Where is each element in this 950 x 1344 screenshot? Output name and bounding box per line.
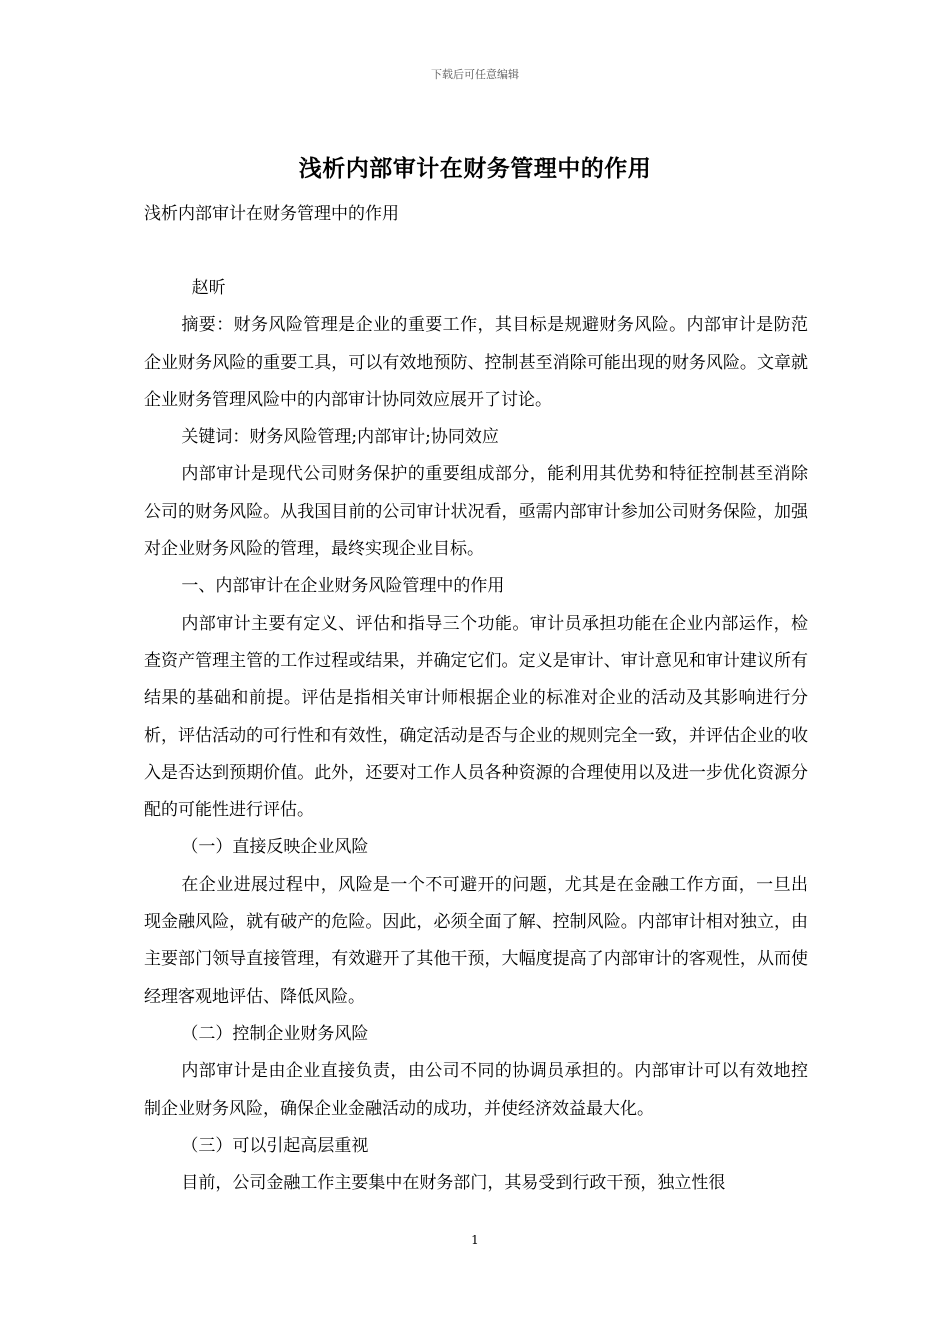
author-name: 赵昕 (191, 278, 226, 298)
subsection-heading: （二）控制企业财务风险 (181, 1023, 369, 1044)
abstract-paragraph: 摘要：财务风险管理是企业的重要工作，其目标是规避财务风险。内部审计是防范企业财务风险的重要工具，可以有效地预防、控制甚至消除可能出现的财务风险。文章就企业财务管理风险中的内部审计协同效应展开了讨论。 (144, 315, 808, 410)
body-paragraph: 内部审计是由企业直接负责，由公司不同的协调员承担的。内部审计可以有效地控制企业财务风险，确保企业金融活动的成功，并使经济效益最大化。 (144, 1061, 808, 1119)
blank-line (144, 233, 808, 270)
body-paragraph: 目前，公司金融工作主要集中在财务部门，其易受到行政干预，独立性很 (181, 1173, 726, 1194)
page-number: 1 (471, 1233, 479, 1247)
subsection-heading: （一）直接反映企业风险 (181, 837, 369, 858)
document-body (144, 196, 808, 1202)
body-paragraph: 内部审计是现代公司财务保护的重要组成部分，能利用其优势和特征控制甚至消除公司的财务风险。从我国目前的公司审计状况看，亟需内部审计参加公司财务保险，加强对企业财务风险的管理，最终实现企业目标。 (144, 464, 808, 560)
body-paragraph: 内部审计主要有定义、评估和指导三个功能。审计员承担功能在企业内部运作，检查资产管理主管的工作过程或结果，并确定它们。定义是审计、审计意见和审计建议所有结果的基础和前提。评估是指相关审计师根据企业的标准对企业的活动及其影响进行分析，评估活动的可行性和有效性，确定活动是否与企业的规则完全一致，并评估企业的收入是否达到预期价值。此外，还要对工作人员各种资源的合理使用以及进一步优化资源分配的可能性进行评估。 (144, 613, 808, 821)
body-paragraph: 在企业进展过程中，风险是一个不可避开的问题，尤其是在金融工作方面，一旦出现金融风险，就有破产的危险。因此，必须全面了解、控制风险。内部审计相对独立，由主要部门领导直接管理，有效避开了其他干预，大幅度提高了内部审计的客观性，从而使经理客观地评估、降低风险。 (144, 874, 808, 1007)
keywords-paragraph: 关键词：财务风险管理;内部审计;协同效应 (181, 427, 499, 448)
page-header: 下载后可任意编辑 (431, 68, 519, 81)
document-subtitle: 浅析内部审计在财务管理中的作用 (144, 204, 399, 224)
document-title: 浅析内部审计在财务管理中的作用 (298, 155, 652, 182)
section-heading: 一、内部审计在企业财务风险管理中的作用 (181, 576, 505, 597)
subsection-heading: （三）可以引起高层重视 (181, 1135, 369, 1156)
